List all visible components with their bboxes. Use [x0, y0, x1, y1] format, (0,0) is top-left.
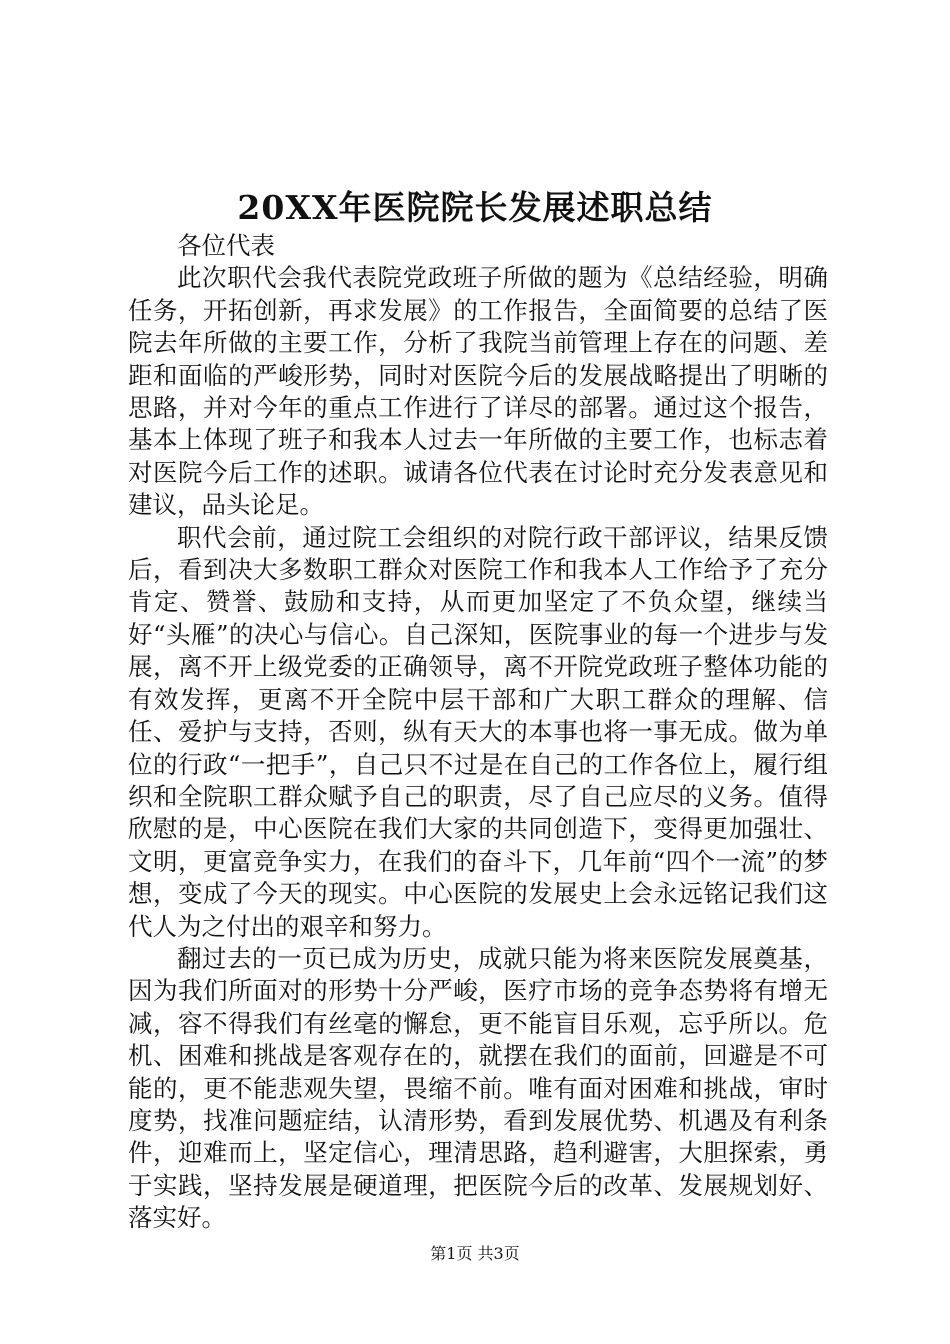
document-title: 20XX年医院院长发展述职总结 — [237, 188, 713, 227]
body-paragraph-2: 职代会前，通过院工会组织的对院行政干部评议，结果反馈后，看到决大多数职工群众对医院工作和我本人工作给予了充分肯定、赞誉、鼓励和支持，从而更加坚定了不负众望，继续当好“头雁”的决心与信心。自己深知，医院事业的每一个进步与发展，离不开上级党委的正确领导，离不开院党政班子整体功能的有效发挥，更离不开全院中层干部和广大职工群众的理解、信任、爱护与支持，否则，纵有天大的本事也将一事无成。做为单位的行政“一把手”，自己只不过是在自己的工作各位上，履行组织和全院职工群众赋予自己的职责，尽了自己应尽的义务。值得欣慰的是，中心医院在我们大家的共同创造下，变得更加强壮、文明，更富竞争实力，在我们的奋斗下，几年前“四个一流”的梦想，变成了今天的现实。中心医院的发展史上会永远铭记我们这代人为之付出的艰辛和努力。 — [128, 522, 828, 941]
salutation-paragraph: 各位代表 — [177, 231, 275, 260]
body-paragraph-3: 翻过去的一页已成为历史，成就只能为将来医院发展奠基，因为我们所面对的形势十分严峻，医疗市场的竞争态势将有增无减，容不得我们有丝毫的懈怠，更不能盲目乐观，忘乎所以。危机、困难和挑战是客观存在的，就摆在我们的面前，回避是不可能的，更不能悲观失望，畏缩不前。唯有面对困难和挑战，审时度势，找准问题症结，认清形势，看到发展优势、机遇及有利条件，迎难而上，坚定信心，理清思路，趋利避害，大胆探索，勇于实践，坚持发展是硬道理，把医院今后的改革、发展规划好、落实好。 — [128, 943, 828, 1233]
page-number-footer: 第1页 共3页 — [430, 1244, 520, 1263]
body-paragraph-1: 此次职代会我代表院党政班子所做的题为《总结经验，明确任务，开拓创新，再求发展》的工作报告，全面简要的总结了医院去年所做的主要工作，分析了我院当前管理上存在的问题、差距和面临的严峻形势，同时对医院今后的发展战略提出了明晰的思路，并对今年的重点工作进行了详尽的部署。通过这个报告，基本上体现了班子和我本人过去一年所做的主要工作，也标志着对医院今后工作的述职。诚请各位代表在讨论时充分发表意见和建议，品头论足。 — [128, 263, 828, 520]
document-body — [128, 230, 828, 1235]
